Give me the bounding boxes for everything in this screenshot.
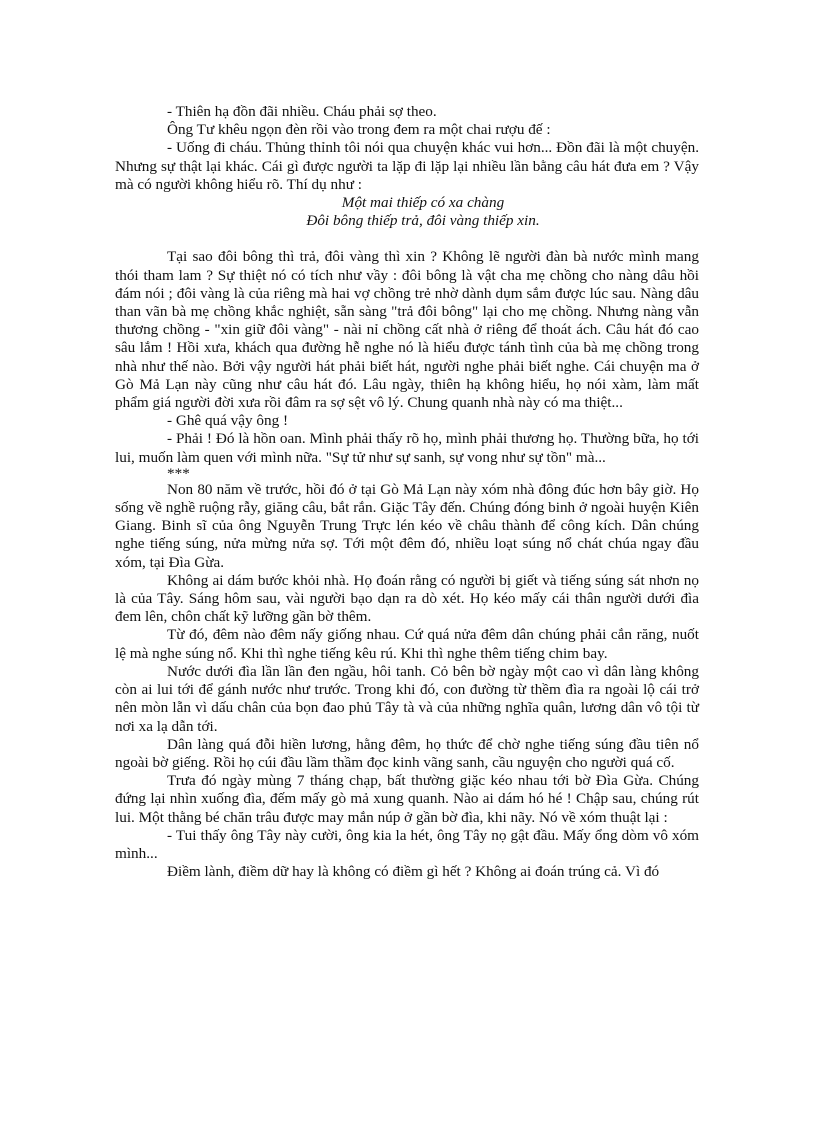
paragraph: Dân làng quá đỗi hiền lương, hằng đêm, họ thức để chờ nghe tiếng súng đầu tiên nổ ngoài bờ giếng. Rồi họ cúi đầu lầm thầm đọc kinh vãng sanh, cầu nguyện cho người quá cố. (115, 735, 699, 771)
paragraph: Nước dưới đìa lần lần đen ngầu, hôi tanh. Cỏ bên bờ ngày một cao vì dân làng không còn ai lui tới để gánh nước như trước. Trong khi đó, con đường từ thềm đìa ra ngoài lộ cái trở nên mòn lẵn vì dấu chân của bọn đao phủ Tây tà và của những nghĩa quân, lương dân vô tội từ nơi xa lạ dẫn tới. (115, 662, 699, 735)
paragraph: - Uống đi cháu. Thủng thỉnh tôi nói qua chuyện khác vui hơn... Đồn đãi là một chuyện. Nhưng sự thật lại khác. Cái gì được người ta lặp đi lặp lại nhiều lần bằng câu hát đưa em ? Vậy mà có người không hiểu rõ. Thí dụ như : (115, 139, 699, 193)
paragraph: Không ai dám bước khỏi nhà. Họ đoán rằng có người bị giết và tiếng súng sát nhơn nọ là của Tây. Sáng hôm sau, vài người bạo dạn ra dò xét. Họ kéo mấy cái thân người dưới đìa đem lên, chôn chất kỹ lưỡng gần bờ thêm. (115, 571, 699, 626)
paragraph: - Tui thấy ông Tây này cười, ông kia la hét, ông Tây nọ gật đầu. Mấy ổng dòm vô xóm mình... (115, 826, 699, 862)
paragraph: Từ đó, đêm nào đêm nấy giống nhau. Cứ quá nửa đêm dân chúng phải cắn răng, nuốt lệ mà nghe súng nổ. Khi thì nghe tiếng kêu rú. Khi thì nghe thêm tiếng chim bay. (115, 626, 699, 662)
paragraph: Non 80 năm về trước, hồi đó ở tại Gò Mả Lạn này xóm nhà đông đúc hơn bây giờ. Họ sống về nghề ruộng rẫy, giăng câu, bắt rắn. Giặc Tây đến. Chúng đóng binh ở ngoài huyện Kiên Giang. Binh sĩ của ông Nguyễn Trung Trực lén kéo về châu thành để công kích. Dân chúng nghe tiếng súng, nửa mừng nửa sợ. Tới một đêm đó, nhiều loạt súng nổ chát chúa ngay đầu xóm, tại Đìa Gừa. (115, 480, 699, 571)
paragraph: Trưa đó ngày mùng 7 tháng chạp, bất thường giặc kéo nhau tới bờ Đìa Gừa. Chúng đứng lại nhìn xuống đìa, đếm mấy gò mả xung quanh. Nào ai dám hó hé ! Chập sau, chúng rút lui. Một thằng bé chăn trâu được may mắn núp ở gần bờ đìa, khi nãy. Nó về xóm thuật lại : (115, 772, 699, 826)
section-separator: *** (167, 464, 190, 482)
poem-line: Đôi bông thiếp trả, đôi vàng thiếp xin. (306, 212, 540, 230)
paragraph: - Ghê quá vậy ông ! (167, 412, 289, 430)
paragraph: - Phải ! Đó là hồn oan. Mình phải thấy rõ họ, mình phải thương họ. Thường bữa, họ tới lui, muốn làm quen với mình nữa. "Sự tử như sự sanh, sự vong như sự tồn" mà... (115, 430, 699, 466)
paragraph: Tại sao đôi bông thì trả, đôi vàng thì xin ? Không lẽ người đàn bà nước mình mang thói tham lam ? Sự thiệt nó có tích như vầy : đôi bông là vật cha mẹ chồng cho nàng dâu hồi đám nói ; đôi vàng là của riêng mà hai vợ chồng trẻ nhờ dành dụm sắm được lúc sau. Nàng dâu than vãn bà mẹ chồng khắc nghiệt, sẵn sàng "trả đôi bông" lại cho mẹ chồng. Nhưng nàng vẫn thương chồng - "xin giữ đôi vàng" - nài nỉ chồng cất nhà ở riêng để thoát ách. Câu hát đó cao sâu lắm ! Hồi xưa, khách qua đường hễ nghe nó là hiểu được tánh tình của bà mẹ chồng trong nhà như thế nào. Bởi vậy người hát phải biết hát, người nghe phải biết nghe. Cái chuyện ma ở Gò Mả Lạn này cũng như câu hát đó. Lâu ngày, thiên hạ không hiểu, họ nói xàm, làm mất phẩm giá người đời xưa rồi đâm ra sợ sệt vô lý. Chung quanh nhà này có ma thiệt... (115, 248, 699, 412)
document-body (115, 103, 699, 881)
paragraph: Điềm lành, điềm dữ hay là không có điềm gì hết ? Không ai đoán trúng cả. Vì đó (167, 863, 660, 881)
poem-line: Một mai thiếp có xa chàng (341, 194, 505, 212)
paragraph: - Thiên hạ đồn đãi nhiều. Cháu phải sợ theo. (167, 103, 437, 120)
paragraph: Ông Tư khêu ngọn đèn rồi vào trong đem ra một chai rượu đế : (167, 121, 551, 139)
